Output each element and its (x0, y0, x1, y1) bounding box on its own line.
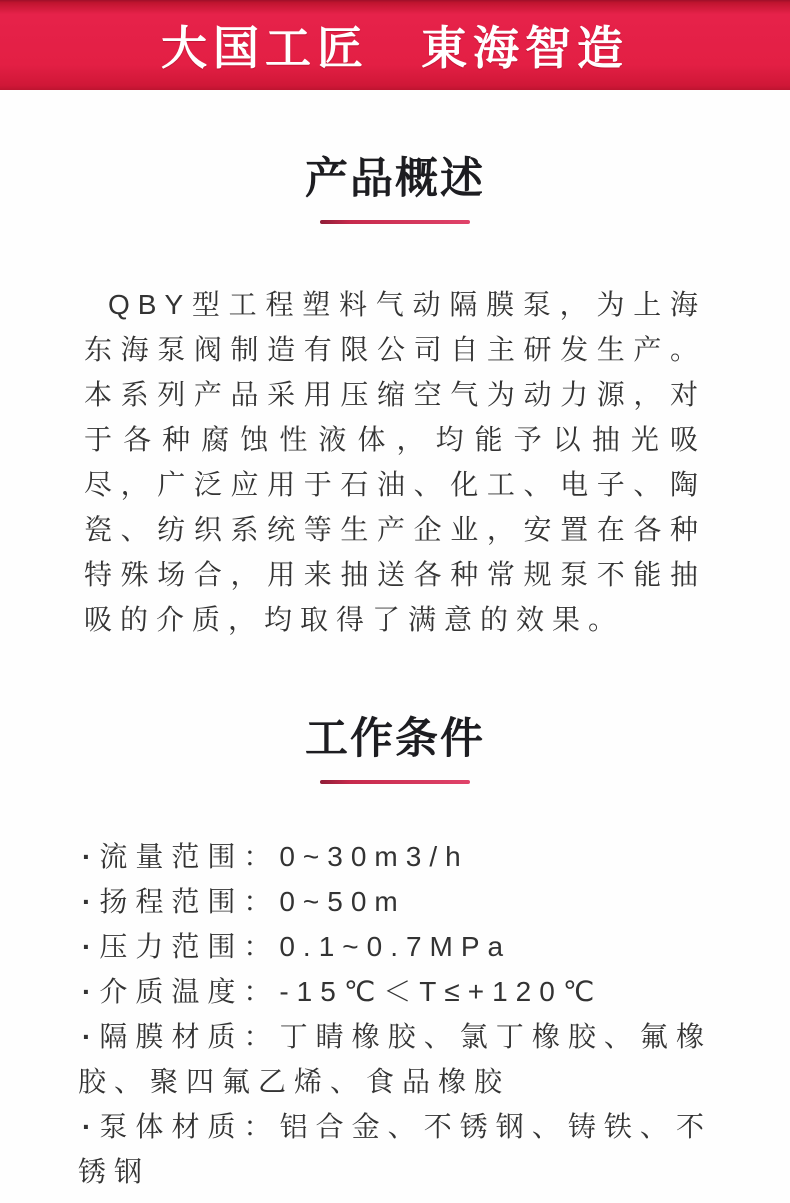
condition-value: 丁睛橡胶、氯丁橡胶、氟橡胶、聚四氟乙烯、食品橡胶 (78, 1021, 712, 1097)
condition-label: 压力范围 (99, 931, 244, 962)
condition-colon: ： (243, 1111, 280, 1142)
bullet-dot-icon: · (82, 931, 92, 962)
condition-label: 扬程范围 (99, 886, 244, 917)
conditions-list (78, 834, 712, 1194)
condition-value: 0~50m (279, 886, 406, 917)
condition-colon: ： (243, 1021, 280, 1052)
condition-value: -15℃＜T≤+120℃ (279, 976, 603, 1007)
bullet-dot-icon: · (82, 841, 92, 872)
condition-colon: ： (243, 931, 280, 962)
condition-item-flow-range (78, 834, 712, 879)
overview-section (0, 152, 790, 642)
condition-value: 0~30m3/h (279, 841, 469, 872)
condition-value: 铝合金、不锈钢、铸铁、不锈钢 (78, 1111, 712, 1187)
condition-label: 介质温度 (99, 976, 244, 1007)
condition-colon: ： (243, 886, 280, 917)
bullet-dot-icon: · (82, 1021, 92, 1052)
condition-label: 隔膜材质 (99, 1021, 244, 1052)
condition-item-pump-body-material (78, 1104, 712, 1194)
overview-heading: 产品概述 (305, 155, 485, 203)
top-banner (0, 0, 790, 90)
bullet-dot-icon: · (82, 886, 92, 917)
conditions-heading-underline (320, 780, 470, 784)
condition-label: 泵体材质 (99, 1111, 244, 1142)
bullet-dot-icon: · (82, 976, 92, 1007)
condition-item-pressure-range (78, 924, 712, 969)
condition-value: 0.1~0.7MPa (279, 931, 512, 962)
overview-heading-underline (320, 220, 470, 224)
condition-colon: ： (243, 841, 280, 872)
conditions-section (0, 712, 790, 1194)
condition-item-medium-temperature (78, 969, 712, 1014)
condition-colon: ： (243, 976, 280, 1007)
condition-label: 流量范围 (99, 841, 244, 872)
condition-item-head-range (78, 879, 712, 924)
banner-title: 大国工匠 東海智造 (161, 22, 629, 74)
bullet-dot-icon: · (82, 1111, 92, 1142)
conditions-heading: 工作条件 (305, 715, 485, 763)
condition-item-diaphragm-material (78, 1014, 712, 1104)
overview-paragraph: QBY型工程塑料气动隔膜泵，为上海东海泵阀制造有限公司自主研发生产。本系列产品采用压缩空气为动力源，对于各种腐蚀性液体，均能予以抽光吸尽，广泛应用于石油、化工、电子、陶瓷、纺织系统等生产企业，安置在各种特殊场合，用来抽送各种常规泵不能抽吸的介质，均取得了满意的效果。 (84, 289, 706, 635)
